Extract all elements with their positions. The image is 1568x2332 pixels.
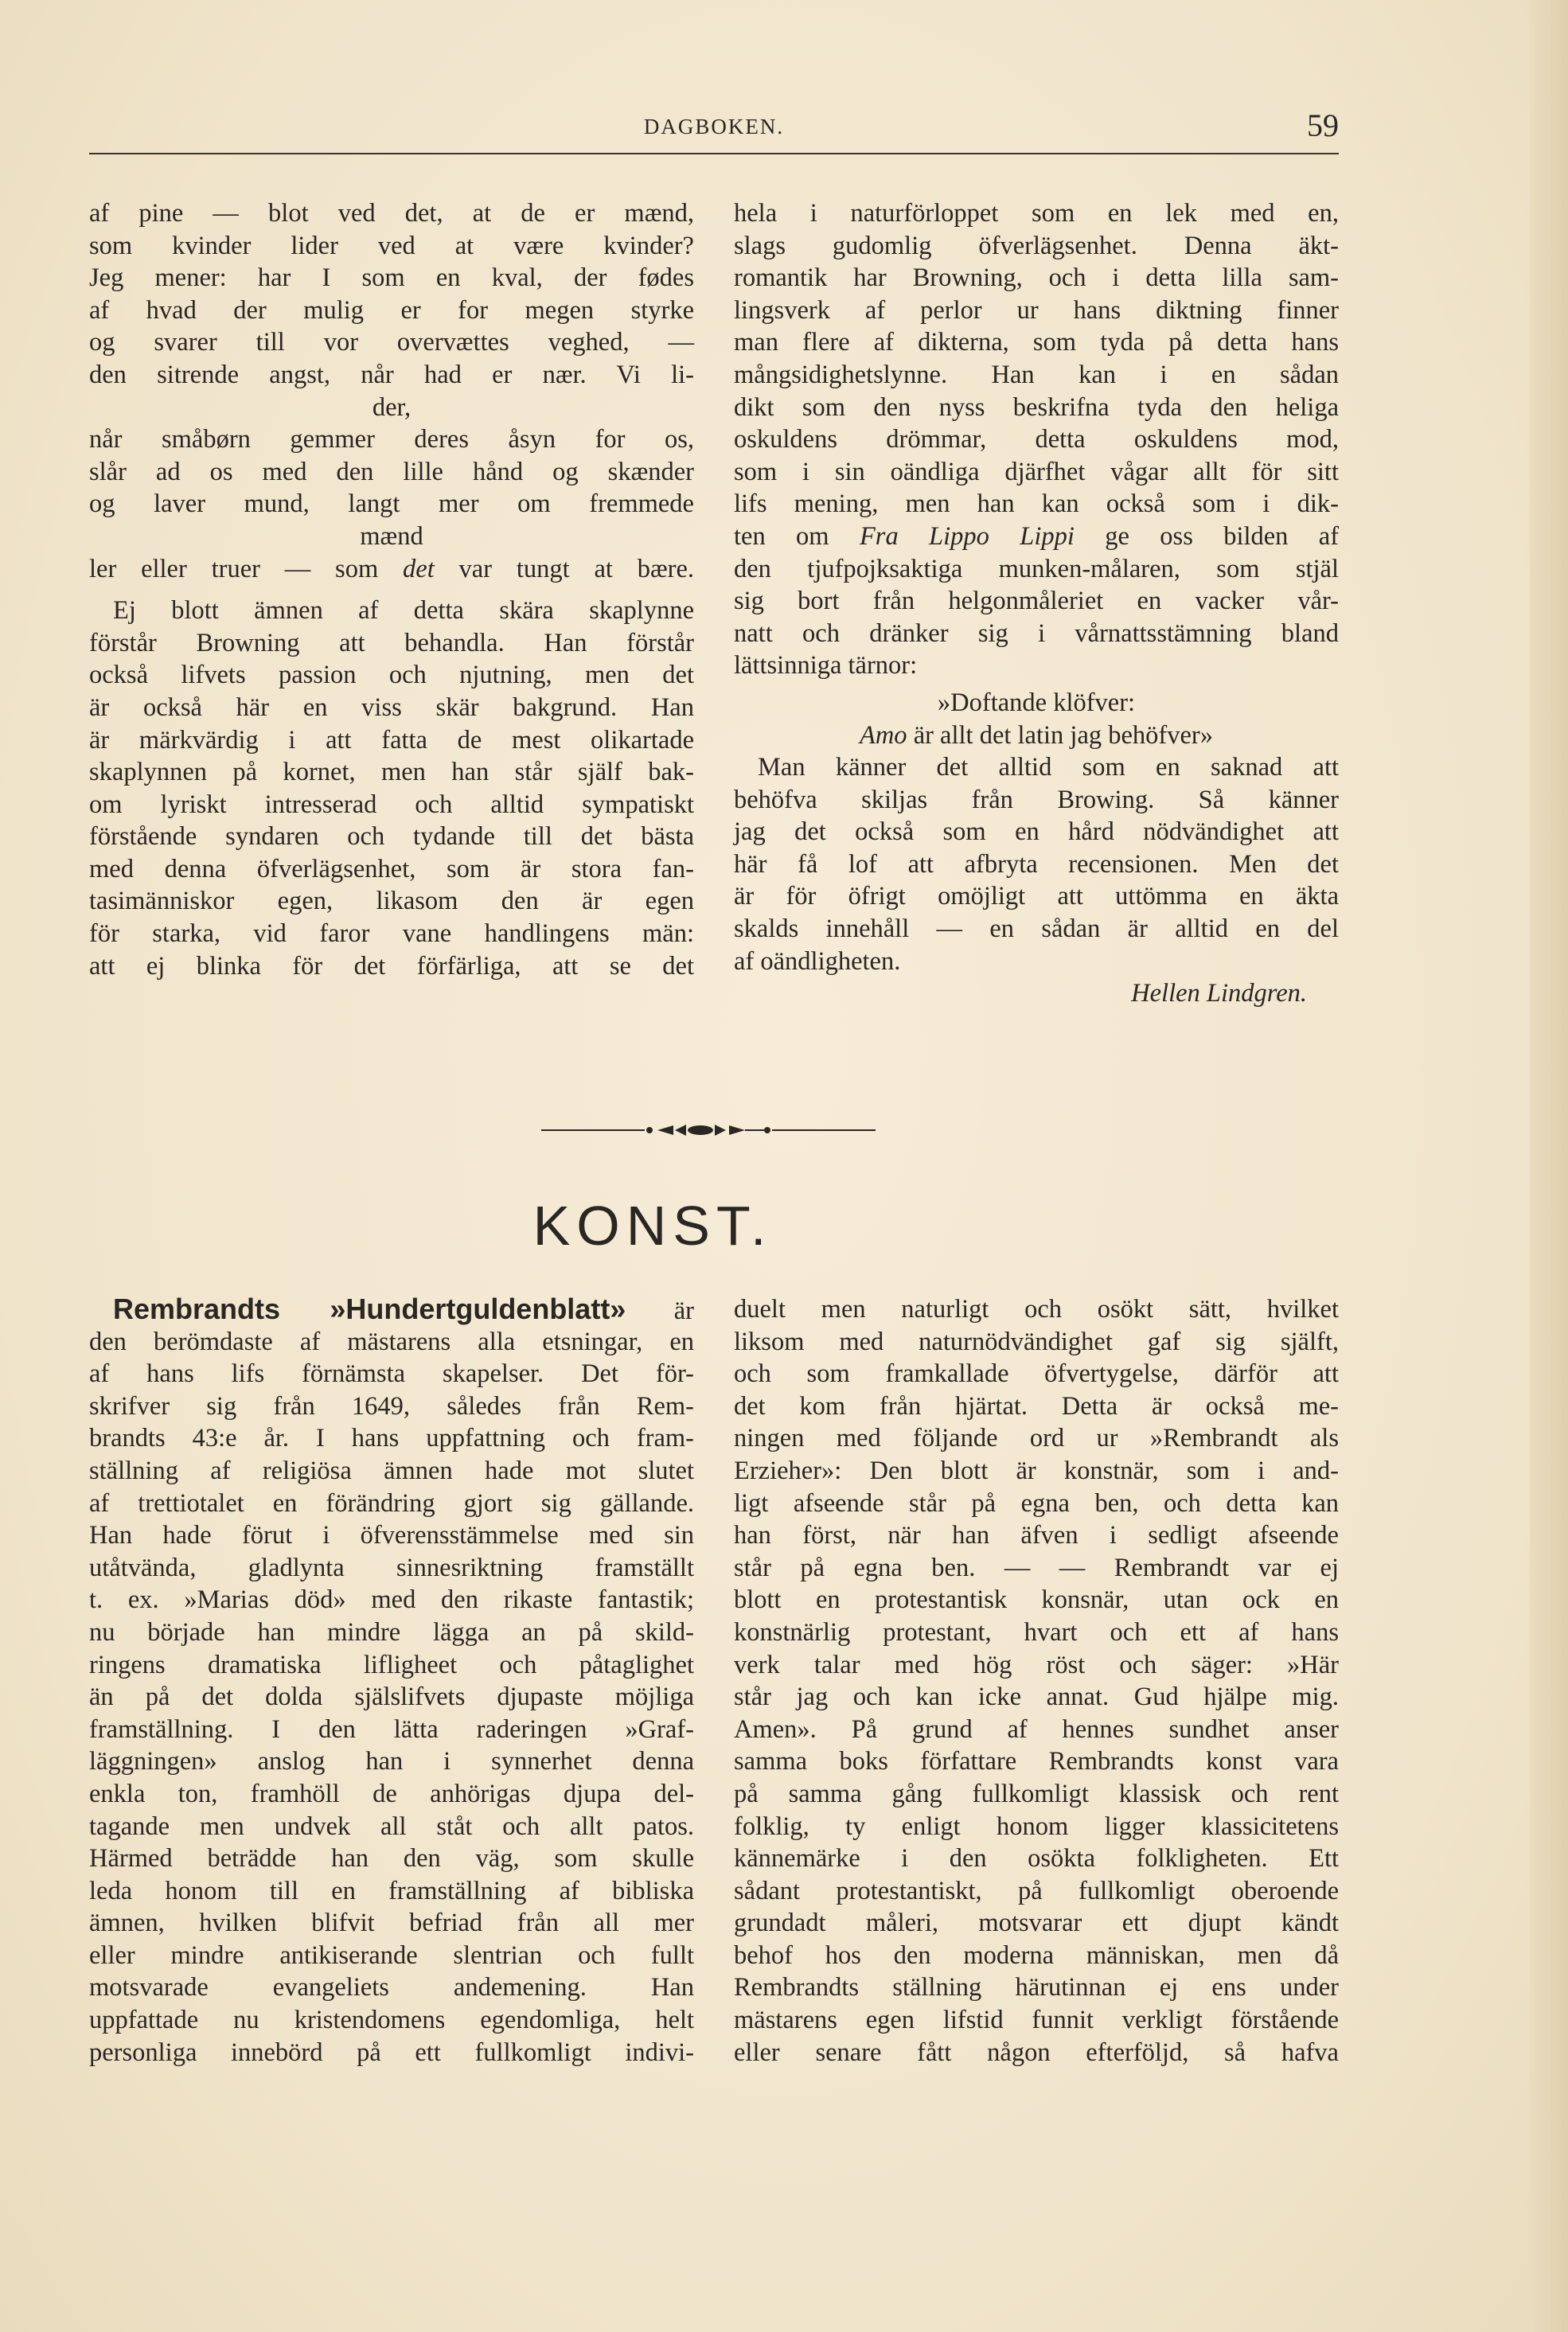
poem-emphasis: det [403, 554, 435, 583]
right-column-top [734, 197, 1339, 1010]
paragraph-line: Amen». På grund af hennes sundhet anser [734, 1714, 1339, 1744]
paragraph-line: eller mindre antikiserande slentrian och fullt [89, 1940, 694, 1970]
section-title: KONST. [532, 1195, 773, 1257]
paragraph-line: sig bort från helgonmåleriet en vacker vår- [734, 587, 1339, 616]
paragraph-line: med denna öfverlägsenhet, som är stora fan- [89, 854, 694, 883]
paragraph-line: kännemärke i den osökta folkligheten. Ett [734, 1844, 1339, 1874]
paragraph-line: eller senare fått någon efterföljd, så hafva [734, 2038, 1339, 2067]
paragraph-line: nu började han mindre lägga an på skild- [89, 1617, 694, 1647]
page-header [89, 107, 1339, 153]
paragraph-line: han först, när han äfven i sedligt afseende [734, 1521, 1339, 1550]
poem-line: og laver mund, langt mer om fremmede [89, 489, 694, 519]
paragraph-line: Ej blott ämnen af detta skära skaplynne [113, 596, 694, 626]
paragraph-line: dikt som den nyss beskrifna tyda den heliga [734, 392, 1339, 422]
page-number: 59 [1307, 107, 1339, 143]
paragraph-line: motsvarade evangeliets andemening. Han [89, 1973, 694, 2002]
signature: Hellen Lindgren. [1131, 979, 1307, 1008]
poem-line: af pine — blot ved det, at de er mænd, [89, 199, 694, 228]
paragraph-line: natt och dränker sig i vårnattsstämning bland [734, 618, 1339, 648]
lead-heading: Rembrandts »Hundertguldenblatt» [113, 1293, 626, 1325]
poem-text: ler eller truer — som [89, 554, 379, 583]
quote-line: »Doftande klöfver: [937, 688, 1136, 717]
poem-line: når småbørn gemmer deres åsyn for os, [89, 425, 694, 454]
paragraph-line: läggningen» anslog han i synnerhet denna [89, 1747, 694, 1776]
poem-line: Jeg mener: har I som en kval, der fødes [89, 263, 694, 293]
paragraph-line: lifs mening, men han kan också som i dik- [734, 489, 1339, 519]
paragraph-line: den berömdaste af mästarens alla etsningar, en [89, 1327, 694, 1356]
poem-line: den sitrende angst, når had er nær. Vi li- [89, 360, 694, 389]
paragraph-line: behof hos den moderna människan, men då [734, 1940, 1339, 1970]
quote-text: är allt det latin jag behöfver» [913, 720, 1213, 750]
paragraph-line: lättsinniga tärnor: [734, 651, 918, 680]
paragraph-line: ställning af religiösa ämnen hade mot slutet [89, 1456, 694, 1485]
paragraph-line: Erzieher»: Den blott är konstnär, som i and- [734, 1456, 1339, 1485]
paragraph-line: är för öfrigt omöjligt att uttömma en äkta [734, 882, 1339, 911]
paragraph-line: här få lof att afbryta recensionen. Men det [734, 849, 1339, 879]
paragraph-line [89, 1293, 694, 1326]
paragraph-line: är också här en viss skär bakgrund. Han [89, 692, 694, 722]
paragraph-line: utåtvända, gladlynta sinnesriktning framställt [89, 1553, 694, 1582]
text-run: är [673, 1297, 694, 1325]
paragraph-line: att ej blinka för det förfärliga, att se det [89, 951, 694, 981]
paragraph-line: verk talar med hög röst och säger: »Här [734, 1650, 1339, 1679]
paragraph-line: skalds innehåll — en sådan är alltid en del [734, 914, 1339, 944]
right-column-bottom [734, 1293, 1339, 2069]
paragraph-line: ningen med följande ord ur »Rembrandt als [734, 1424, 1339, 1453]
paragraph-line: för starka, vid faror vane handlingens män: [89, 919, 694, 949]
poem-line: slår ad os med den lille hånd og skænder [89, 457, 694, 486]
paragraph-line: skrifver sig från 1649, således från Rem- [89, 1391, 694, 1421]
paragraph-line: som i sin oändliga djärfhet vågar allt för sitt [734, 457, 1339, 486]
paragraph-line: på samma gång fullkomligt klassisk och rent [734, 1779, 1339, 1808]
paragraph-line: tagande men undvek all ståt och allt patos. [89, 1811, 694, 1841]
paragraph-line: också lifvets passion och njutning, men det [89, 661, 694, 690]
poem-line [89, 553, 694, 586]
paragraph-line: mästarens egen lifstid funnit verkligt förstående [734, 2006, 1339, 2035]
paragraph-line: oskuldens drömmar, detta oskuldens mod, [734, 425, 1339, 454]
paragraph-line: grundadt måleri, motsvarar ett djupt kändt [734, 1909, 1339, 1938]
paragraph-line: den tjufpojksaktiga munken-målaren, som stjäl [734, 554, 1339, 583]
paragraph-line: och som framkallade öfvertygelse, därför att [734, 1359, 1339, 1389]
paragraph-line: Rembrandts ställning härutinnan ej ens under [734, 1973, 1339, 2002]
poem-line: og svarer till vor overvættes veghed, — [89, 328, 694, 357]
work-title: Fra Lippo Lippi [859, 521, 1075, 551]
left-column-bottom [89, 1293, 694, 2069]
paragraph-line: leda honom till en framställning af bibliska [89, 1876, 694, 1905]
paragraph-line [734, 521, 1339, 553]
paragraph-line: Han hade förut i öfverensstämmelse med sin [89, 1521, 694, 1550]
paragraph-line: af trettiotalet en förändring gjort sig gällande. [89, 1488, 694, 1518]
paragraph-line: romantik har Browning, och i detta lilla sam- [734, 263, 1339, 293]
paragraph-line: tasimänniskor egen, likasom den är egen [89, 887, 694, 916]
paragraph-line: brandts 43:e år. I hans uppfattning och fram- [89, 1424, 694, 1453]
paragraph-line: personliga innebörd på ett fullkomligt indivi- [89, 2038, 694, 2067]
decorative-divider-icon [541, 1118, 876, 1142]
paragraph-line: uppfattade nu kristendomens egendomliga, helt [89, 2006, 694, 2035]
poem-text: var tungt at bære. [458, 554, 694, 583]
paragraph-line: duelt men naturligt och osökt sätt, hvilket [734, 1295, 1339, 1324]
paragraph-line: är märkvärdig i att fatta de mest olikartade [89, 725, 694, 755]
paragraph-line: slags gudomlig öfverlägsenhet. Denna äkt- [734, 231, 1339, 260]
paragraph-line: t. ex. »Marias död» med den rikaste fantastik; [89, 1585, 694, 1615]
paragraph-line: af oändligheten. [734, 946, 901, 976]
paragraph-line: liksom med naturnödvändighet gaf sig själft, [734, 1327, 1339, 1356]
text-run: ten om [734, 521, 829, 551]
poem-line: som kvinder lider ved at være kvinder? [89, 231, 694, 260]
paragraph-line: det kom från hjärtat. Detta är också me- [734, 1391, 1339, 1421]
paragraph-line: ligt afseende står på egna ben, och detta kan [734, 1488, 1339, 1518]
page-edge [1530, 0, 1568, 2332]
paragraph-line: samma boks författare Rembrandts konst vara [734, 1747, 1339, 1776]
paragraph-line: står på egna ben. — — Rembrandt var ej [734, 1553, 1339, 1582]
paragraph-line: ringens dramatiska lifligheet och påtaglighet [89, 1650, 694, 1679]
paragraph-line: hela i naturförloppet som en lek med en, [734, 199, 1339, 228]
paragraph-line: skaplynnen på kornet, men han står själf bak- [89, 758, 694, 787]
paragraph-line: man flere af dikterna, som tyda på detta hans [734, 328, 1339, 357]
paragraph-line: förstående syndaren och tydande till det bästa [89, 822, 694, 852]
paragraph-line: behöfva skiljas från Browing. Så känner [734, 785, 1339, 814]
header-rule [89, 153, 1339, 154]
paragraph-line: än på det dolda själslifvets djupaste möjliga [89, 1683, 694, 1712]
paragraph-line: blott en protestantisk konsnär, utan ock en [734, 1585, 1339, 1615]
paragraph-line: enkla ton, framhöll de anhörigas djupa del- [89, 1779, 694, 1808]
paragraph-line: framställning. I den lätta raderingen »Graf- [89, 1714, 694, 1744]
quote-line [734, 719, 1339, 752]
quote-emphasis: Amo [859, 720, 907, 750]
paragraph-line: Härmed beträdde han den väg, som skulle [89, 1844, 694, 1874]
paragraph-line: förstår Browning att behandla. Han förstår [89, 628, 694, 657]
paragraph-line: folklig, ty enligt honom ligger klassicitetens [734, 1811, 1339, 1841]
paragraph-line: lingsverk af perlor ur hans diktning finner [734, 295, 1339, 325]
paragraph-line: sådant protestantiskt, på fullkomligt oberoende [734, 1876, 1339, 1905]
poem-line: mænd [360, 521, 423, 551]
paragraph-line: ämnen, hvilken blifvit befriad från all mer [89, 1909, 694, 1938]
paragraph-line: står jag och kan icke annat. Gud hjälpe mig. [734, 1683, 1339, 1712]
text-run: ge oss bilden af [1105, 521, 1340, 551]
paragraph-line: konstnärlig protestant, hvart och ett af hans [734, 1617, 1339, 1647]
left-column-top [89, 197, 694, 982]
poem-line: der, [372, 392, 412, 422]
paragraph-line: Man känner det alltid som en saknad att [758, 753, 1339, 782]
paragraph-line: om lyriskt intresserad och alltid sympatiskt [89, 790, 694, 819]
poem-line: af hvad der mulig er for megen styrke [89, 295, 694, 325]
paragraph-line: af hans lifs förnämsta skapelser. Det för- [89, 1359, 694, 1389]
paragraph-line: mångsidighetslynne. Han kan i en sådan [734, 360, 1339, 389]
paragraph-line: jag det också som en hård nödvändighet att [734, 817, 1339, 847]
running-head: DAGBOKEN. [643, 115, 785, 138]
